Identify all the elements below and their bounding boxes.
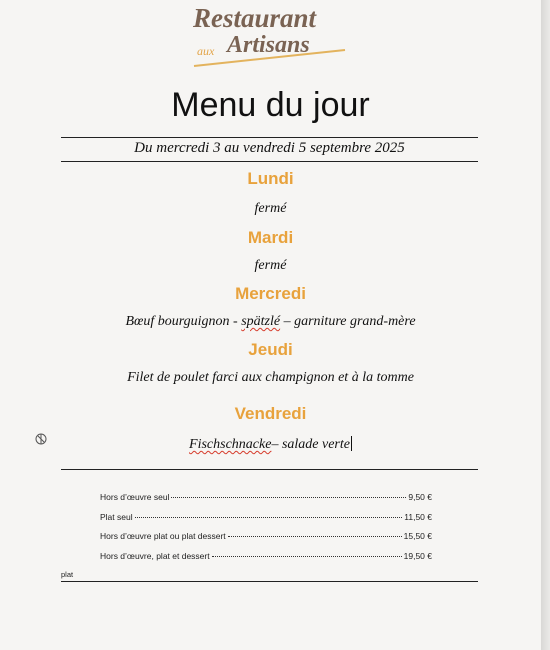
date-range: Du mercredi 3 au vendredi 5 septembre 2025	[134, 140, 405, 156]
price-row	[100, 492, 432, 512]
day-heading-jeudi: Jeudi	[248, 340, 293, 359]
footnote-text: plat	[61, 570, 74, 579]
price-label: Hors d’œuvre seul	[100, 492, 170, 502]
dish-mercredi	[0, 314, 541, 330]
dish-lundi: fermé	[254, 201, 287, 216]
price-row	[100, 512, 432, 532]
logo-line1: Restaurant	[193, 3, 317, 33]
divider-footer	[61, 581, 478, 582]
price-value: 11,50 €	[404, 511, 432, 522]
price-list	[100, 492, 432, 570]
logo-line2-small: aux	[197, 44, 215, 58]
dish-mercredi-part2: – garniture grand-mère	[280, 314, 416, 329]
price-row	[100, 551, 432, 571]
price-row	[100, 531, 432, 551]
price-label: Plat seul	[100, 511, 133, 522]
day-heading-mardi: Mardi	[247, 228, 294, 247]
dish-mardi: fermé	[254, 258, 287, 273]
dish-vendredi[interactable]	[0, 436, 541, 453]
day-heading-mercredi: Mercredi	[235, 284, 306, 303]
logo-line2: Artisans	[227, 32, 310, 58]
page-title: Menu du jour	[171, 86, 370, 124]
dish-vendredi-spellcheck: Fischschnacke	[189, 437, 272, 452]
price-label: Hors d’œuvre, plat et dessert	[100, 550, 210, 561]
price-label: Hors d’œuvre plat ou plat dessert	[100, 531, 226, 541]
day-heading-lundi: Lundi	[247, 169, 294, 188]
dish-vendredi-part2: – salade verte	[271, 437, 350, 452]
dish-jeudi: Filet de poulet farci aux champignon et à la tomme	[127, 370, 414, 385]
dish-mercredi-part1: Bœuf bourguignon -	[125, 314, 242, 329]
restaurant-logo	[190, 0, 355, 72]
dish-mercredi-spellcheck: spätzlé	[241, 314, 281, 329]
price-value: 19,50 €	[403, 550, 432, 561]
price-value: 9,50 €	[408, 492, 432, 502]
page-edge-shadow	[541, 0, 550, 650]
divider-dates	[61, 161, 478, 162]
text-cursor	[351, 436, 352, 451]
divider-top	[61, 137, 478, 138]
day-heading-vendredi: Vendredi	[234, 404, 307, 423]
divider-menu-bottom	[61, 469, 478, 470]
price-value: 15,50 €	[403, 531, 432, 541]
